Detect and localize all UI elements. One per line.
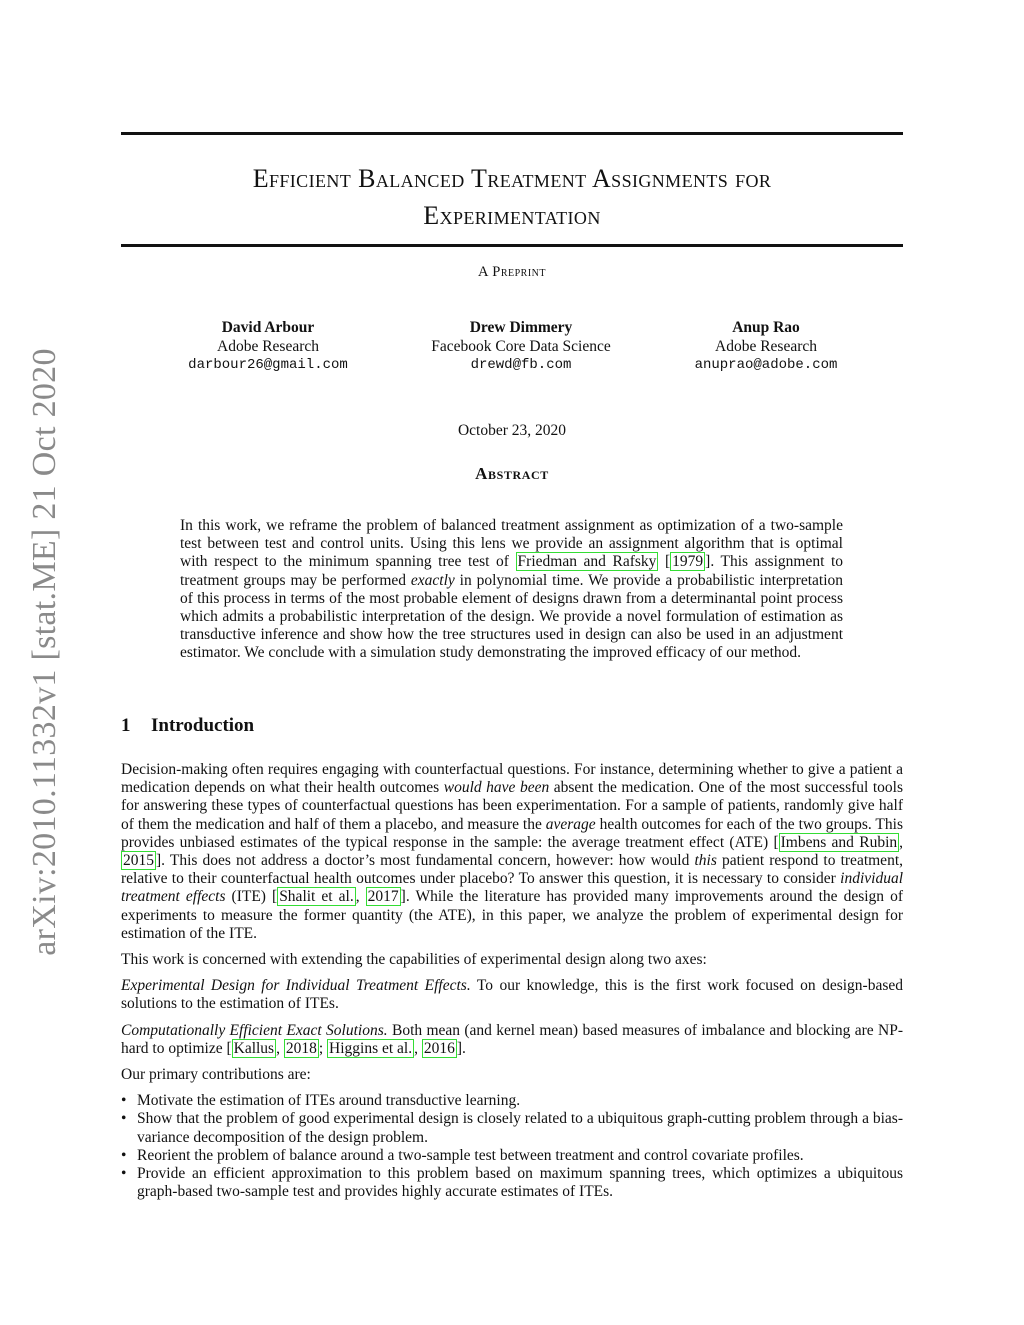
list-item bbox=[121, 1165, 903, 1201]
paragraph: Our primary contributions are: bbox=[121, 1066, 311, 1084]
preprint-label: A Preprint bbox=[477, 264, 547, 280]
bullet-icon: • bbox=[121, 1146, 127, 1164]
contributions-list bbox=[121, 1092, 903, 1201]
emphasis: individual treatment effects bbox=[121, 870, 903, 906]
abstract-text: In this work, we reframe the problem of balanced treatment assignment as optimization of a two-sample test between test and control units. Using this lens we provide an assignment algorithm that is optimal with respect to the minimum spanning tree test of Friedman and Rafsky [ 1979 ]. This assignment to treatment groups may be performed exactly in polynomial time. We provide a probabilistic interpretation of this process in terms of the most probable element of designs drawn from a determinantal point process which admits a probabilistic interpretation of the design. We provide a novel formulation of estimation as transductive inference and show how the tree structures used in design can also be used in an adjustment estimator. We conclude with a simulation study demonstrating the improved efficacy of our method. bbox=[180, 517, 844, 662]
list-item-text: Provide an efficient approximation to this problem based on maximum spanning trees, which optimizes a ubiquitous graph-based two-sample test and provides highly accurate estimates of ITEs. bbox=[137, 1165, 903, 1201]
introduction-body bbox=[121, 761, 903, 1201]
citation-link[interactable]: Higgins et al. bbox=[329, 1039, 413, 1057]
citation-year-link[interactable]: 2015 bbox=[123, 852, 154, 870]
bullet-icon: • bbox=[121, 1165, 127, 1183]
text-run: ]. This does not address a doctor’s most fundamental concern, however: how would bbox=[156, 852, 695, 870]
list-item-text: Show that the problem of good experimental design is closely related to a ubiquitous graph-cutting problem through a bias-variance decomposition of the design problem. bbox=[137, 1110, 903, 1146]
paper-title bbox=[121, 160, 903, 234]
text-run: ]. While the literature has provided many improvements around the design of experiments to measure the former quantity (the ATE), in this paper, we analyze the problem of experimental design for estimation of the ITE. bbox=[121, 888, 904, 942]
author-email[interactable]: darbour26@gmail.com bbox=[188, 357, 348, 373]
emphasis: would have been bbox=[443, 779, 550, 797]
paragraph: This work is concerned with extending the capabilities of experimental design along two axes: bbox=[121, 951, 707, 969]
text-run: Decision-making often requires engaging with counterfactual questions. For instance, determining whether to give a patient a medication depends on what their health outcomes bbox=[121, 761, 903, 797]
emphasis: this bbox=[694, 852, 717, 870]
text-run: patient respond to treatment, relative to their counterfactual health outcomes under placebo? To answer this question, it is necessary to consider bbox=[121, 852, 903, 888]
title-top-rule bbox=[121, 132, 903, 135]
title-line-1: Efficient Balanced Treatment Assignments for bbox=[252, 164, 772, 193]
bullet-icon: • bbox=[121, 1092, 127, 1110]
text-run: ]. bbox=[456, 1039, 466, 1057]
title-bottom-rule bbox=[121, 244, 903, 247]
list-item-text: Motivate the estimation of ITEs around transductive learning. bbox=[137, 1092, 521, 1110]
author-affiliation: Facebook Core Data Science bbox=[431, 338, 611, 355]
abstract-text-part: . This assignment to treatment groups may be performed bbox=[180, 553, 844, 589]
text-run: Both mean (and kernel mean) based measures of imbalance and blocking are NP-hard to optimize [ bbox=[121, 1021, 903, 1057]
citation-link[interactable]: Imbens and Rubin bbox=[780, 833, 898, 851]
author-name: Drew Dimmery bbox=[469, 319, 573, 336]
section-title: Introduction bbox=[151, 715, 255, 736]
author-email[interactable]: anuprao@adobe.com bbox=[694, 357, 838, 373]
bullet-icon: • bbox=[121, 1110, 127, 1128]
citation-link[interactable]: Shalit et al. bbox=[279, 888, 354, 906]
author-name: David Arbour bbox=[221, 319, 315, 336]
emphasis: Computationally Efficient Exact Solutions. bbox=[121, 1021, 388, 1039]
text-run: (ITE) [ bbox=[225, 888, 278, 906]
list-item bbox=[121, 1092, 903, 1110]
abstract-emphasis: exactly bbox=[410, 571, 455, 589]
author-affiliation: Adobe Research bbox=[715, 338, 817, 355]
list-item bbox=[121, 1110, 903, 1146]
author-affiliation: Adobe Research bbox=[217, 338, 319, 355]
citation-year-link[interactable]: 1979 bbox=[672, 553, 704, 571]
abstract-text-part: in polynomial time. We provide a probabilistic interpretation of this process in terms of the most probable element of designs drawn from a determinantal point process which admits a probabilistic interpretation of the design. We provide a novel formulation of estimation as transductive inference and show how the tree structures used in design can also be used in an adjustment estimator. We conclude with a simulation study demonstrating the improved efficacy of our method. bbox=[180, 571, 844, 662]
paragraph bbox=[121, 977, 903, 1013]
citation-link[interactable]: Friedman and Rafsky bbox=[517, 553, 657, 571]
list-item-text: Reorient the problem of balance around a two-sample test between treatment and control covariate profiles. bbox=[137, 1146, 804, 1164]
paragraph: Decision-making often requires engaging with counterfactual questions. For instance, determining whether to give a patient a medication depends on what their health outcomes would have been absent the medication. One of the most successful tools for answering these types of counterfactual questions has been experimentation. For a sample of patients, randomly give half of them the medication and half of them a placebo, and measure the average health outcomes for each of the two groups. This provides unbiased estimates of the typical response in the sample: the average treatment effect (ATE) [ Imbens and Rubin , 2015 ]. This does not address a doctor’s most fundamental concern, however: how would this patient respond to treatment, relative to their counterfactual health outcomes under placebo? To answer this question, it is necessary to consider individual treatment effects (ITE) [ Shalit et al. , 2017 ]. While the literature has provided many improvements around the design of experiments to measure the former quantity (the ATE), in this paper, we analyze the problem of experimental design for estimation of the ITE. bbox=[121, 761, 904, 942]
author-block bbox=[138, 318, 398, 375]
author-block bbox=[636, 318, 896, 375]
emphasis: Experimental Design for Individual Treatment Effects. bbox=[121, 977, 471, 995]
section-heading-introduction bbox=[121, 715, 254, 737]
author-block bbox=[391, 318, 651, 375]
abstract-heading: Abstract bbox=[475, 464, 549, 483]
emphasis: average bbox=[545, 815, 596, 833]
author-name: Anup Rao bbox=[732, 319, 800, 336]
arxiv-identifier-stamp[interactable]: arXiv:2010.11332v1 [stat.ME] 21 Oct 2020 bbox=[26, 348, 63, 956]
paragraph: Computationally Efficient Exact Solutions. Both mean (and kernel mean) based measures of imbalance and blocking are NP-hard to optimize [ Kallus , 2018 ; Higgins et al. , 2016 ]. bbox=[121, 1021, 903, 1057]
citation-year-link[interactable]: 2016 bbox=[423, 1039, 455, 1057]
citation-year-link[interactable]: 2018 bbox=[285, 1039, 317, 1057]
citation-link[interactable]: Kallus bbox=[233, 1039, 275, 1057]
list-item bbox=[121, 1147, 903, 1165]
text-run: To our knowledge, this is the first work focused on design-based solutions to the estimation of ITEs. bbox=[121, 977, 903, 1013]
author-email[interactable]: drewd@fb.com bbox=[470, 357, 572, 373]
publication-date: October 23, 2020 bbox=[457, 422, 567, 439]
abstract-text-part: In this work, we reframe the problem of balanced treatment assignment as optimization of a two-sample test between test and control units. Using this lens we provide an assignment algorithm that is optimal with respect to the minimum spanning tree test of bbox=[180, 517, 843, 571]
section-number: 1 bbox=[121, 715, 131, 736]
text-run: health outcomes for each of the two groups. This provides unbiased estimates of the typical response in the sample: the average treatment effect (ATE) [ bbox=[121, 815, 903, 851]
title-line-2: Experimentation bbox=[423, 201, 601, 230]
text-run: absent the medication. One of the most successful tools for answering these types of counterfactual questions has been experimentation. For a sample of patients, randomly give half of them the medication and half of them a placebo, and measure the bbox=[121, 779, 904, 833]
citation-year-link[interactable]: 2017 bbox=[367, 888, 399, 906]
